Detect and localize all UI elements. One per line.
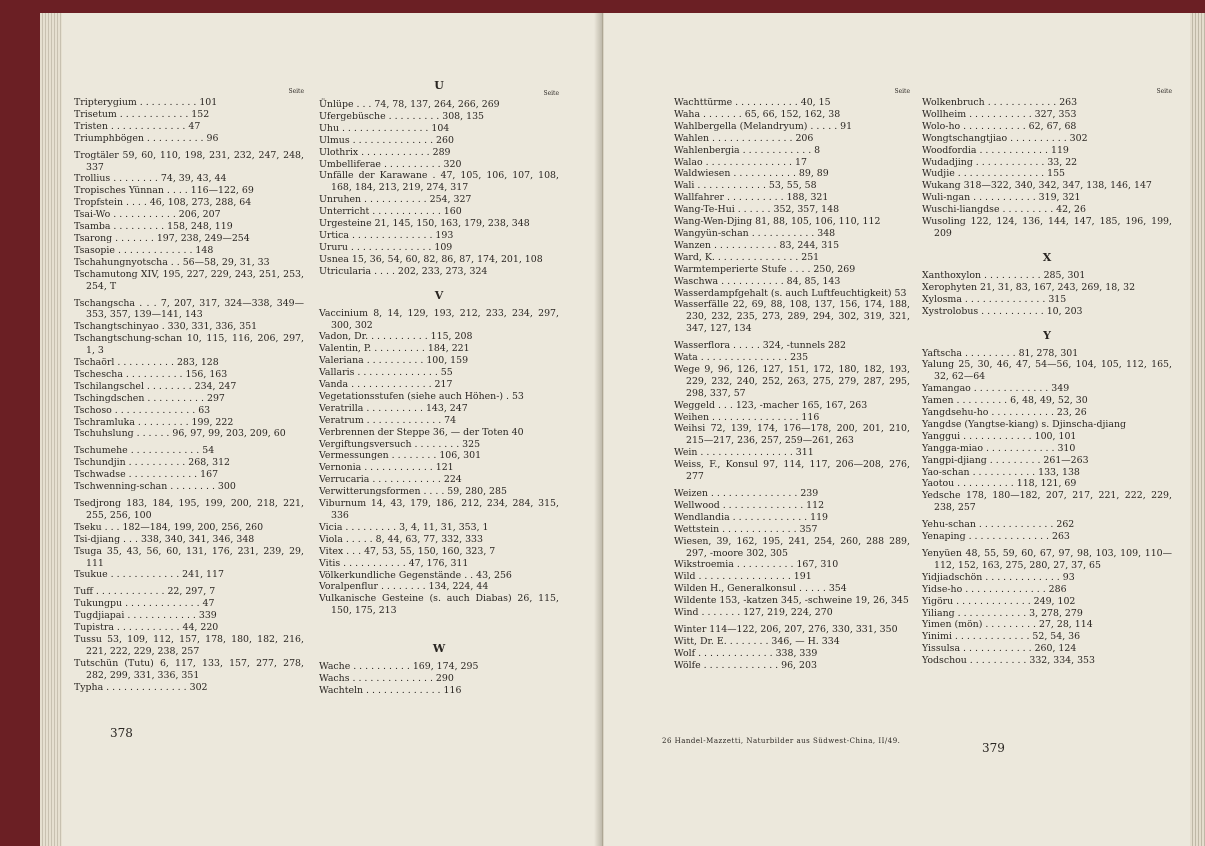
index-entry: Wusoling 122, 124, 136, 144, 147, 185, 196, 199, 209 [922,216,1172,239]
index-entry: Yangpi-djiang . . . . . . . . . 261—263 [922,454,1089,466]
index-entry: Urtica . . . . . . . . . . . . . . 193 [319,229,454,241]
index-entry: Tsedjrong 183, 184, 195, 199, 200, 218, 221, 255, 256, 100 [74,498,304,521]
index-entry: Veratrilla . . . . . . . . . . 143, 247 [319,402,468,414]
index-entry: Tschaörl . . . . . . . . . . 283, 128 [74,357,219,369]
index-entry: Wuli-ngan . . . . . . . . . . . 319, 321 [922,192,1081,204]
index-entry: Wongtschangtjiao . . . . . . . . . . 302 [922,132,1088,144]
page-footer-signature: 26 Handel-Mazzetti, Naturbilder aus Südwest-China, II/49. [662,737,901,745]
index-entry: Wahlenbergia . . . . . . . . . . . . 8 [674,144,821,156]
index-entry: Winter 114—122, 206, 207, 276, 330, 331, 350 [674,623,898,635]
index-entry: Xylosma . . . . . . . . . . . . . . 315 [922,293,1067,305]
index-entry: Vaccinium 8, 14, 129, 193, 212, 233, 234, 297, 300, 302 [319,307,559,331]
index-entry: Wang-Wen-Djing 81, 88, 105, 106, 110, 112 [674,216,881,228]
index-entry: Tschoso . . . . . . . . . . . . . . 63 [74,404,211,416]
section-letter-w: W [432,642,446,656]
index-entry: Tristen . . . . . . . . . . . . . 47 [74,120,201,132]
index-entry: Wege 9, 96, 126, 127, 151, 172, 180, 182, 193, 229, 232, 240, 252, 263, 275, 279, 287, 295, 298, 337, 57 [674,363,910,399]
index-entry: Wang-Te-Hui . . . . . . 352, 357, 148 [674,204,840,216]
index-entry: Wasserfälle 22, 69, 88, 108, 137, 156, 174, 188, 230, 232, 235, 273, 289, 294, 302, 319, 321, 347, 127, 134 [674,299,910,335]
index-entry: Vermessungen . . . . . . . . 106, 301 [319,450,482,462]
index-entry: Yaftscha . . . . . . . . . 81, 278, 301 [922,347,1079,359]
index-entry: Yalung 25, 30, 46, 47, 54—56, 104, 105, 112, 165, 32, 62—64 [922,359,1172,383]
index-entry: Tsukue . . . . . . . . . . . . 241, 117 [74,569,224,581]
index-entry: Unruhen . . . . . . . . . . . 254, 327 [319,194,472,206]
page-edges-left [40,13,62,846]
index-entry: Vitis . . . . . . . . . . . 47, 176, 311 [319,557,469,569]
index-entry: Yangdsehu-ho . . . . . . . . . . . 23, 26 [922,407,1087,419]
index-entry: Wachttürme . . . . . . . . . . . 40, 15 [674,97,831,108]
index-entry: Uhu . . . . . . . . . . . . . . . 104 [319,122,450,134]
index-entry: Yangdse (Yangtse-kiang) s. Djinscha-djiang [922,418,1127,430]
index-entry: Wind . . . . . . . 127, 219, 224, 270 [674,607,833,619]
index-list [319,99,559,278]
index-entry: Weihen . . . . . . . . . . . . . . . 116 [674,411,820,423]
index-entry: Ururu . . . . . . . . . . . . . . 109 [319,241,453,253]
index-entry: Viola . . . . . 8, 44, 63, 77, 332, 333 [319,533,483,545]
index-entry: Wein . . . . . . . . . . . . . . . . 311 [674,447,814,459]
index-list [319,661,559,697]
index-entry: Yamangao . . . . . . . . . . . . . 349 [922,383,1070,395]
index-entry: Yao-schan . . . . . . . . . . . 133, 138 [922,466,1080,478]
index-entry: Triumphbögen . . . . . . . . . . 96 [74,132,219,144]
index-entry: Vallaris . . . . . . . . . . . . . . 55 [319,367,453,379]
index-entry: Usnea 15, 36, 54, 60, 82, 86, 87, 174, 201, 108 [319,253,543,265]
column-header-seite: Seite [288,88,304,95]
index-entry: Valentin, P. . . . . . . . . . 184, 221 [319,343,470,355]
index-entry: Weihsi 72, 139, 174, 176—178, 200, 201, 210, 215—217, 236, 257, 259—261, 263 [674,423,910,447]
index-entry: Wild . . . . . . . . . . . . . . . . 191 [674,571,812,583]
index-list [74,97,304,694]
index-entry: Tsamba . . . . . . . . . 158, 248, 119 [74,221,233,233]
index-entry: Trisetum . . . . . . . . . . . . 152 [74,108,210,120]
index-entry: Wali . . . . . . . . . . . . 53, 55, 58 [674,180,817,192]
index-entry: Wiesen, 39, 162, 195, 241, 254, 260, 288 289, 297, -moore 302, 305 [674,535,910,559]
index-entry: Yangga-miao . . . . . . . . . . . . 310 [922,442,1076,454]
index-entry: Tschangtschung-schan 10, 115, 116, 206, 297, 1, 3 [74,333,304,357]
right-page [603,13,1204,846]
index-entry: Tropisches Yünnan . . . . 116—122, 69 [74,185,254,197]
index-entry: Tugdjiapai . . . . . . . . . . . . 339 [74,610,217,622]
right-page-column-2 [922,88,1172,667]
index-entry: Wikstroemia . . . . . . . . . . 167, 310 [674,559,839,571]
page-number: 378 [110,726,133,740]
index-entry: Wasserflora . . . . . 324, -tunnels 282 [674,340,846,352]
index-entry: Yidse-ho . . . . . . . . . . . . . . 286 [922,583,1067,595]
index-entry: Tupistra . . . . . . . . . . . 44, 220 [74,622,219,634]
index-entry: Tschescha . . . . . . . . . . 156, 163 [74,368,228,380]
index-entry: Trogtäler 59, 60, 110, 198, 231, 232, 247, 248, 337 [74,149,304,173]
index-entry: Tuff . . . . . . . . . . . . 22, 297, 7 [74,586,216,598]
index-entry: Yidjiadschön . . . . . . . . . . . . . 93 [922,571,1075,583]
index-entry: Xerophyten 21, 31, 83, 167, 243, 269, 18, 32 [922,281,1136,293]
index-entry: Tukungpu . . . . . . . . . . . . . 47 [74,598,215,610]
index-entry: Tschumehe . . . . . . . . . . . . 54 [74,445,215,457]
index-entry: Yenyüen 48, 55, 59, 60, 67, 97, 98, 103, 109, 110—112, 152, 163, 275, 280, 27, 37, 65 [922,548,1172,571]
index-entry: Verwitterungsformen . . . . 59, 280, 285 [319,486,507,498]
section-letter-u: U [434,79,444,92]
index-entry: Tsi-djiang . . . 338, 340, 341, 346, 348 [74,533,255,545]
index-entry: Wache . . . . . . . . . . 169, 174, 295 [319,661,479,673]
section-letter-v: V [434,288,444,302]
index-entry: Woodfordia . . . . . . . . . . . . 119 [922,144,1069,156]
section-letter-y: Y [1043,328,1051,342]
index-entry: Verrucaria . . . . . . . . . . . . 224 [319,474,462,486]
index-entry: Tsasopie . . . . . . . . . . . . . 148 [74,244,214,256]
index-entry: Typha . . . . . . . . . . . . . . 302 [74,681,208,693]
index-entry: Wahlbergella (Melandryum) . . . . . 91 [674,120,853,132]
index-entry: Tripterygium . . . . . . . . . . 101 [74,97,218,108]
index-entry: Tschilangschel . . . . . . . . 234, 247 [74,380,237,392]
index-entry: Tschangtschinyao . 330, 331, 336, 351 [74,321,258,333]
book-cover-left [0,13,40,846]
index-entry: Wendlandia . . . . . . . . . . . . . 119 [674,511,829,523]
column-header-seite: Seite [894,88,910,95]
index-entry: Wachs . . . . . . . . . . . . . . 290 [319,673,454,685]
index-entry: Ufergebüsche . . . . . . . . . 308, 135 [319,110,485,122]
index-entry: Wudadjing . . . . . . . . . . . . 33, 22 [922,156,1078,168]
index-entry: Yigöru . . . . . . . . . . . . . 249, 102 [922,595,1076,607]
index-entry: Vergiftungsversuch . . . . . . . . 325 [319,438,481,450]
index-entry: Wilden H., Generalkonsul . . . . . 354 [674,583,847,595]
index-entry: Vanda . . . . . . . . . . . . . . 217 [319,379,453,391]
right-page-column-1 [674,88,910,672]
index-entry: Ward, K. . . . . . . . . . . . . . . 251 [674,251,820,263]
index-entry: Tutschün (Tutu) 6, 117, 133, 157, 277, 278, 282, 299, 331, 336, 351 [74,657,304,681]
index-entry: Tschramluka . . . . . . . . . 199, 222 [74,416,234,428]
index-entry: Yimen (mön) . . . . . . . . . 27, 28, 114 [922,619,1093,631]
index-entry: Umbelliferae . . . . . . . . . . 320 [319,158,462,170]
index-entry: Weiss, F., Konsul 97, 114, 117, 206—208, 276, 277 [674,459,910,483]
index-entry: Wachteln . . . . . . . . . . . . . 116 [319,684,462,696]
index-entry: Wata . . . . . . . . . . . . . . . 235 [674,352,809,364]
index-entry: Yenaping . . . . . . . . . . . . . . 263 [922,531,1070,543]
index-entry: Vernonia . . . . . . . . . . . . 121 [319,462,454,474]
index-list [922,97,1172,240]
index-list [319,308,559,618]
index-entry: Wollheim . . . . . . . . . . . 327, 353 [922,108,1077,120]
index-entry: Wudjie . . . . . . . . . . . . . . . 155 [922,168,1066,180]
index-entry: Warmtemperierte Stufe . . . . 250, 269 [674,263,856,275]
index-entry: Xystrolobus . . . . . . . . . . . 10, 203 [922,305,1083,317]
index-entry: Wangyün-schan . . . . . . . . . . . 348 [674,227,836,239]
left-page [62,13,603,846]
index-entry: Tschwadse . . . . . . . . . . . . 167 [74,469,219,481]
index-entry: Valeriana . . . . . . . . . . 100, 159 [319,355,469,367]
index-entry: Wölfe . . . . . . . . . . . . . 96, 203 [674,659,817,671]
index-entry: Yinimi . . . . . . . . . . . . . 52, 54, 36 [922,631,1081,643]
index-entry: Wahlen . . . . . . . . . . . . . . 206 [674,132,814,144]
index-entry: Walao . . . . . . . . . . . . . . . 17 [674,156,807,168]
index-entry: Tseku . . . 182—184, 199, 200, 256, 260 [74,521,264,533]
index-entry: Utricularia . . . . 202, 233, 273, 324 [319,265,488,277]
index-entry: Wukang 318—322, 340, 342, 347, 138, 146, 147 [922,180,1152,192]
index-entry: Tussu 53, 109, 112, 157, 178, 180, 182, 216, 221, 222, 229, 238, 257 [74,633,304,657]
index-entry: Waha . . . . . . . 65, 66, 152, 162, 38 [674,108,841,120]
index-entry: Trollius . . . . . . . . 74, 39, 43, 44 [74,173,227,185]
index-entry: Viburnum 14, 43, 179, 186, 212, 234, 284, 315, 336 [319,498,559,521]
index-entry: Waldwiesen . . . . . . . . . . . 89, 89 [674,168,829,180]
index-entry: Weggeld . . . 123, -macher 165, 167, 263 [674,399,868,411]
index-entry: Yissulsa . . . . . . . . . . . . 260, 124 [922,643,1077,655]
index-entry: Wellwood . . . . . . . . . . . . . . 112 [674,499,825,511]
page-edges-right [1190,13,1205,846]
index-entry: Unterricht . . . . . . . . . . . . 160 [319,206,462,218]
index-entry: Tschwenning-schan . . . . . . . . 300 [74,481,236,493]
index-entry: Vadon, Dr. . . . . . . . . . . 115, 208 [319,331,473,343]
index-entry: Yaotou . . . . . . . . . . 118, 121, 69 [922,478,1077,490]
index-entry: Tsarong . . . . . . . 197, 238, 249—254 [74,232,250,244]
index-entry: Verbrennen der Steppe 36, — der Toten 40 [319,426,524,438]
index-list [674,97,910,672]
index-entry: Yiliang . . . . . . . . . . . . 3, 278, 279 [922,607,1083,619]
index-entry: Ulothrix . . . . . . . . . . . . 289 [319,146,451,158]
index-entry: Tschuhslung . . . . . . 96, 97, 99, 203, 209, 60 [74,428,286,440]
index-entry: Tschundjin . . . . . . . . . . 268, 312 [74,457,231,469]
index-entry: Yehu-schan . . . . . . . . . . . . . 262 [922,519,1075,531]
index-entry: Tropfstein . . . . 46, 108, 273, 288, 64 [74,197,252,209]
index-entry: Unfälle der Karawane . 47, 105, 106, 107, 108, 168, 184, 213, 219, 274, 317 [319,170,559,194]
index-entry: Wolf . . . . . . . . . . . . . 338, 339 [674,647,818,659]
index-entry: Yodschou . . . . . . . . . . 332, 334, 353 [922,655,1095,667]
index-list [922,348,1172,668]
index-entry: Urgesteine 21, 145, 150, 163, 179, 238, 348 [319,218,530,230]
index-entry: Wallfahrer . . . . . . . . . . 188, 321 [674,192,829,204]
index-entry: Völkerkundliche Gegenstände . . 43, 256 [319,569,512,581]
index-entry: Ünlüpe . . . 74, 78, 137, 264, 266, 269 [319,99,500,110]
index-entry: Tschahungnyotscha . . 56—58, 29, 31, 33 [74,256,270,268]
left-page-column-1 [74,88,304,694]
index-entry: Wolkenbruch . . . . . . . . . . . . 263 [922,97,1078,108]
page-number: 379 [982,741,1005,755]
index-entry: Voralpenflur . . . . . . . . 134, 224, 44 [319,581,489,593]
index-entry: Wasserdampfgehalt (s. auch Luftfeuchtigkeit) 53 [674,287,907,299]
index-entry: Vitex . . . 47, 53, 55, 150, 160, 323, 7 [319,545,496,557]
index-entry: Vegetationsstufen (siehe auch Höhen-) . 53 [319,390,524,402]
index-entry: Tsai-Wo . . . . . . . . . . . 206, 207 [74,209,221,221]
left-page-column-2 [319,79,559,697]
index-list [922,270,1172,318]
index-entry: Vicia . . . . . . . . . 3, 4, 11, 31, 353, 1 [319,521,489,533]
column-header-seite: Seite [1156,88,1172,95]
index-entry: Weizen . . . . . . . . . . . . . . . 239 [674,488,819,499]
index-entry: Wolo-ho . . . . . . . . . . . 62, 67, 68 [922,120,1077,132]
index-entry: Yedsche 178, 180—182, 207, 217, 221, 222, 229, 238, 257 [922,490,1172,514]
section-letter-x: X [1042,250,1052,264]
index-entry: Wuschi-liangdse . . . . . . . . . 42, 26 [922,204,1086,216]
index-entry: Waschwa . . . . . . . . . . . 84, 85, 143 [674,275,841,287]
index-entry: Tschamutong XIV, 195, 227, 229, 243, 251, 253, 254, T [74,268,304,292]
index-entry: Ulmus . . . . . . . . . . . . . . 260 [319,134,454,146]
column-header-seite: Seite [543,90,559,97]
index-entry: Wanzen . . . . . . . . . . . 83, 244, 315 [674,239,840,251]
index-entry: Wettstein . . . . . . . . . . . . . 357 [674,523,818,535]
index-entry: Veratrum . . . . . . . . . . . . . 74 [319,414,457,426]
index-entry: Yamen . . . . . . . . . 6, 48, 49, 52, 30 [922,395,1088,407]
index-entry: Tschangscha . . . 7, 207, 317, 324—338, 349—353, 357, 139—141, 143 [74,297,304,321]
index-entry: Yanggui . . . . . . . . . . . . 100, 101 [922,430,1077,442]
index-entry: Wildente 153, -katzen 345, -schweine 19, 26, 345 [674,595,909,607]
index-entry: Tschingdschen . . . . . . . . . . 297 [74,392,225,404]
index-entry: Witt, Dr. E. . . . . . . . 346, — H. 334 [674,635,840,647]
book-cover-top [0,0,1205,13]
index-entry: Xanthoxylon . . . . . . . . . . 285, 301 [922,269,1086,281]
index-entry: Tsuga 35, 43, 56, 60, 131, 176, 231, 239, 29, 111 [74,545,304,569]
index-entry: Vulkanische Gesteine (s. auch Diabas) 26, 115, 150, 175, 213 [319,593,559,617]
